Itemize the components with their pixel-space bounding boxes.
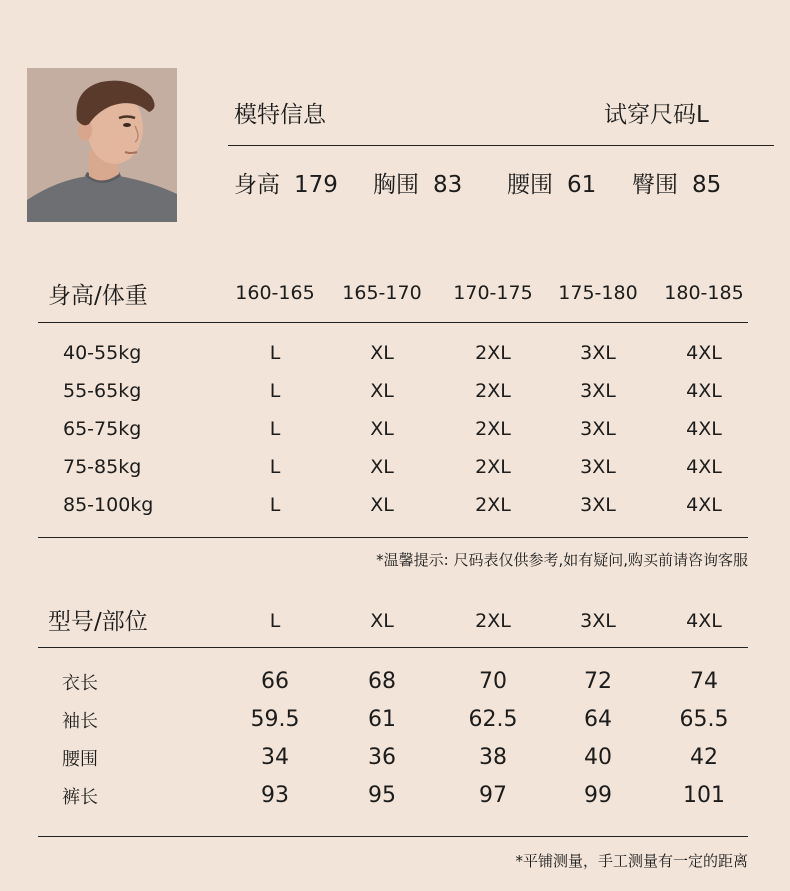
size-chart-cell: 3XL: [580, 494, 616, 516]
measure-chart-cell: 42: [690, 745, 718, 770]
size-chart-cell: 4XL: [686, 418, 722, 440]
measure-chart-cell: 66: [261, 669, 289, 694]
size-chart-header-divider: [38, 322, 748, 323]
measure-chart-cell: 40: [584, 745, 612, 770]
size-chart-cell: 4XL: [686, 494, 722, 516]
model-divider: [228, 145, 774, 146]
size-chart-row-label: 85-100kg: [63, 494, 154, 516]
measure-chart-cell: 72: [584, 669, 612, 694]
measure-chart-cell: 38: [479, 745, 507, 770]
size-chart-cell: 3XL: [580, 456, 616, 478]
size-chart-column-header: 175-180: [558, 282, 638, 304]
measure-chart-cell: 99: [584, 783, 612, 808]
measure-chart-row-label: 袖长: [62, 711, 98, 732]
measure-chart-cell: 93: [261, 783, 289, 808]
model-fit-size: 试穿尺码L: [604, 102, 709, 128]
measure-chart-cell: 97: [479, 783, 507, 808]
size-chart-row-label: 55-65kg: [63, 380, 142, 402]
size-chart-cell: L: [269, 456, 281, 478]
model-portrait-image: [27, 68, 177, 222]
measure-chart-column-header: L: [269, 610, 281, 632]
measure-value: 61: [567, 172, 597, 198]
size-chart-cell: XL: [370, 494, 394, 516]
measure-value: 85: [692, 172, 722, 198]
measure-chart-cell: 64: [584, 707, 612, 732]
size-chart-cell: 4XL: [686, 342, 722, 364]
model-chest: [373, 166, 462, 199]
size-chart-cell: XL: [370, 380, 394, 402]
size-chart-header-label: 身高/体重: [48, 283, 148, 309]
size-chart-column-header: 170-175: [453, 282, 533, 304]
size-chart-cell: 4XL: [686, 456, 722, 478]
measure-chart-cell: 34: [261, 745, 289, 770]
measure-chart-cell: 36: [368, 745, 396, 770]
measure-chart-column-header: 4XL: [686, 610, 722, 632]
size-chart-cell: 3XL: [580, 380, 616, 402]
measure-chart-cell: 59.5: [250, 707, 300, 732]
size-chart-cell: L: [269, 380, 281, 402]
size-chart-cell: L: [269, 342, 281, 364]
measure-chart-cell: 61: [368, 707, 396, 732]
model-waist: [507, 166, 596, 199]
measure-chart-cell: 101: [683, 783, 725, 808]
measure-chart-cell: 65.5: [679, 707, 729, 732]
measure-chart-column-header: 2XL: [475, 610, 511, 632]
size-chart-row-label: 75-85kg: [63, 456, 142, 478]
size-chart-cell: 3XL: [580, 342, 616, 364]
measure-value: 179: [294, 172, 338, 198]
measure-chart-column-header: 3XL: [580, 610, 616, 632]
measure-chart-cell: 74: [690, 669, 718, 694]
size-chart-cell: 2XL: [475, 380, 511, 402]
model-hip: [632, 166, 721, 199]
size-chart-bottom-divider: [38, 537, 748, 538]
size-chart-column-header: 165-170: [342, 282, 422, 304]
size-chart-cell: L: [269, 418, 281, 440]
model-info-title: 模特信息: [234, 102, 326, 128]
measure-chart-header-label: 型号/部位: [48, 609, 148, 635]
measure-chart-cell: 62.5: [468, 707, 518, 732]
measure-chart-cell: 70: [479, 669, 507, 694]
measure-chart-bottom-divider: [38, 836, 748, 837]
measure-chart-header-divider: [38, 647, 748, 648]
measure-label: 身高: [234, 172, 280, 198]
size-chart-cell: 2XL: [475, 418, 511, 440]
measure-label: 臀围: [632, 172, 678, 198]
measure-chart-cell: 68: [368, 669, 396, 694]
size-chart-column-header: 160-165: [235, 282, 315, 304]
size-chart-cell: 4XL: [686, 380, 722, 402]
measure-value: 83: [433, 172, 463, 198]
measure-chart-column-header: XL: [370, 610, 394, 632]
model-height: [234, 166, 338, 199]
size-chart-cell: XL: [370, 342, 394, 364]
measure-label: 胸围: [373, 172, 419, 198]
size-chart-cell: 2XL: [475, 494, 511, 516]
size-chart-cell: XL: [370, 456, 394, 478]
size-chart-column-header: 180-185: [664, 282, 744, 304]
size-chart-note: *温馨提示: 尺码表仅供参考,如有疑问,购买前请咨询客服: [376, 551, 748, 569]
model-photo: [27, 68, 177, 222]
measure-chart-note: *平铺测量，手工测量有一定的距离: [515, 852, 748, 870]
size-chart-cell: 2XL: [475, 342, 511, 364]
size-chart-cell: 2XL: [475, 456, 511, 478]
size-chart-cell: XL: [370, 418, 394, 440]
size-chart-row-label: 40-55kg: [63, 342, 142, 364]
measure-chart-row-label: 腰围: [62, 749, 98, 770]
size-chart-cell: 3XL: [580, 418, 616, 440]
measure-chart-row-label: 衣长: [62, 673, 98, 694]
measure-chart-row-label: 裤长: [62, 787, 98, 808]
measure-chart-cell: 95: [368, 783, 396, 808]
size-chart-cell: L: [269, 494, 281, 516]
measure-label: 腰围: [507, 172, 553, 198]
size-chart-row-label: 65-75kg: [63, 418, 142, 440]
